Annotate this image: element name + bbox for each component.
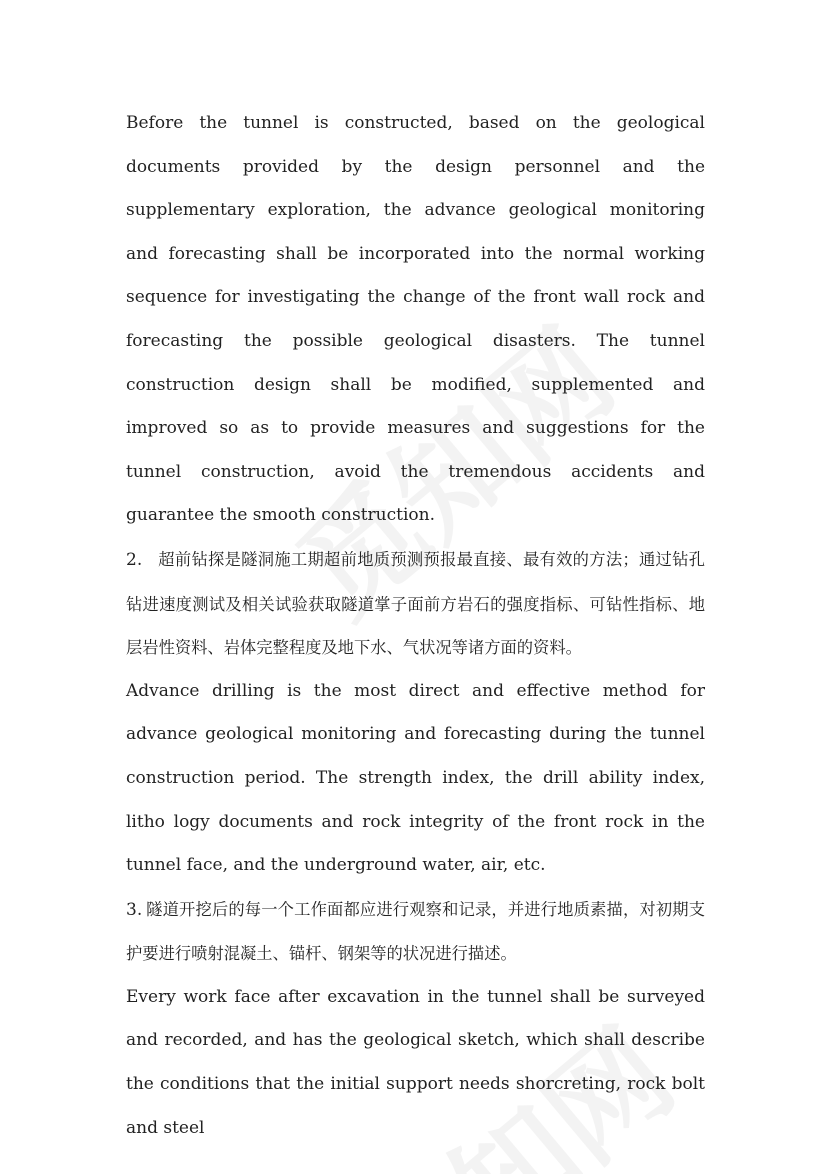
item-number-3: 3. — [126, 899, 143, 920]
document-body — [126, 102, 705, 1150]
item-number-2: 2. — [126, 549, 143, 570]
paragraph-2-text: 超前钻探是隧洞施工期超前地质预测预报最直接、最有效的方法；通过钻孔钻进速度测试及相关试验获取隧道掌子面前方岩石的强度指标、可钻性指标、地层岩性资料、岩体完整程度及地下水、气状况等诸方面的资料。 — [126, 549, 705, 658]
paragraph-3-english: Advance drilling is the most direct and effective method for advance geological monitoring and forecasting during the tunnel construction period. The strength index, the drill ability index, litho logy documents and rock integrity of the front rock in the tunnel face, and the underground water, air, etc. — [126, 680, 705, 876]
paragraph-4-text: 隧道开挖后的每一个工作面都应进行观察和记录，并进行地质素描，对初期支护要进行喷射混凝土、锚杆、钢架等的状况进行描述。 — [126, 899, 705, 964]
paragraph-5-english: Every work face after excavation in the tunnel shall be surveyed and recorded, and has the geological sketch, which shall describe the conditions that the initial support needs shorcreting, rock bolt and steel — [126, 986, 705, 1138]
paragraph-1-english: Before the tunnel is constructed, based on the geological documents provided by the design personnel and the supplementary exploration, the advance geological monitoring and forecasting shall be incorporated into the normal working sequence for investigating the change of the front wall rock and forecasting the possible geological disasters. The tunnel construction design shall be modified, supplemented and improved so as to provide measures and suggestions for the tunnel construction, avoid the tremendous accidents and guarantee the smooth construction. — [126, 113, 705, 526]
paragraph-4-chinese — [126, 888, 705, 976]
paragraph-2-chinese — [126, 538, 705, 670]
